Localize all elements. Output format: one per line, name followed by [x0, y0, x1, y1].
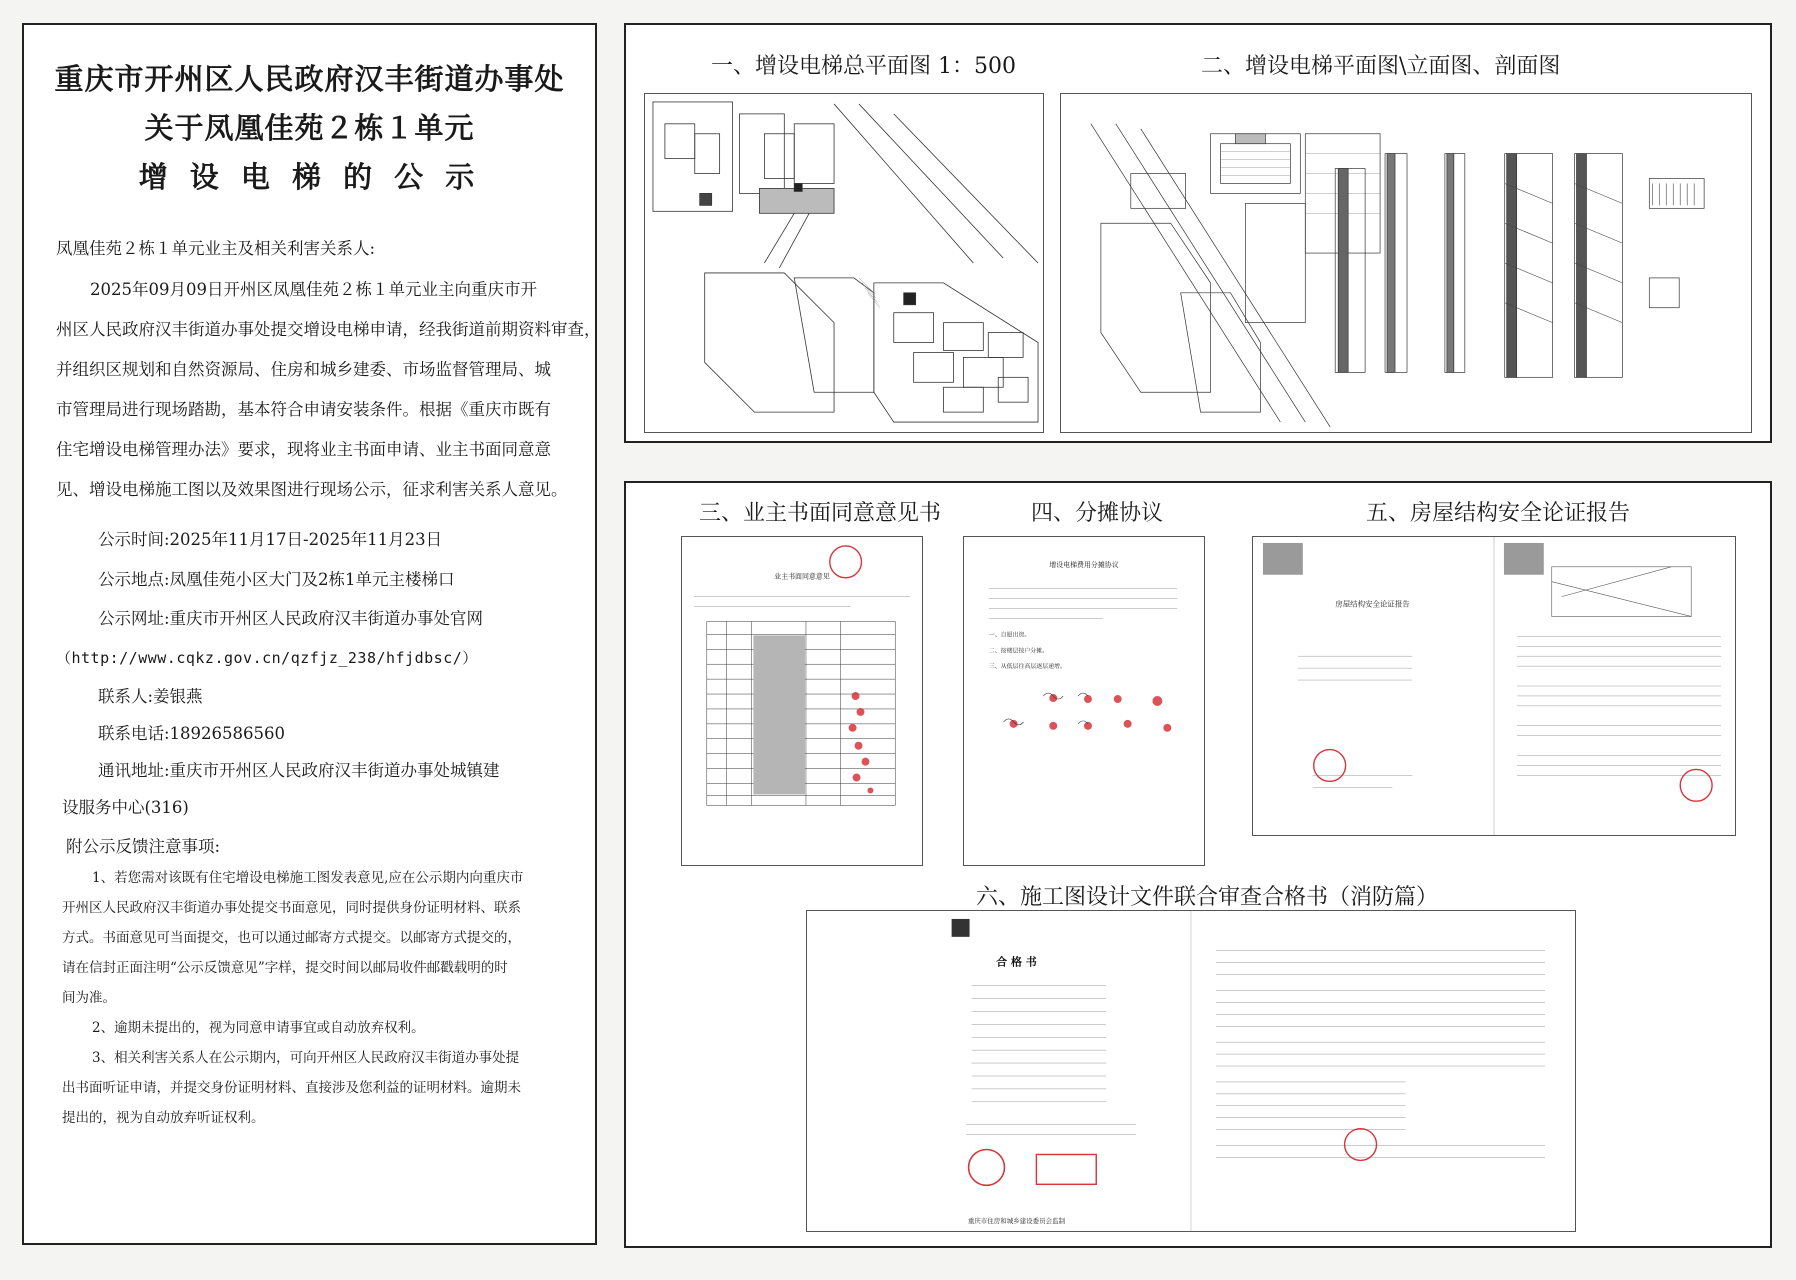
section-title-elevations: 二、增设电梯平面图\立面图、剖面图 — [1201, 54, 1561, 79]
drawings-panel — [624, 23, 1772, 443]
feedback-line: 2、逾期未提出的，视为同意申请事宜或自动放弃权利。 — [92, 1020, 425, 1036]
notice-body-line: 2025年09月09日开州区凤凰佳苑２栋１单元业主向重庆市开 — [90, 280, 537, 299]
notice-website: 公示网址:重庆市开州区人民政府汉丰街道办事处官网 — [98, 609, 484, 628]
notice-body-line: 见、增设电梯施工图以及效果图进行现场公示，征求利害关系人意见。 — [56, 480, 568, 499]
feedback-line: 开州区人民政府汉丰街道办事处提交书面意见，同时提供身份证明材料、联系 — [62, 900, 521, 916]
notice-title-line-3: 增 设 电 梯 的 公 示 — [138, 160, 481, 194]
agreement-item: 一、自愿出资。 — [988, 631, 1031, 639]
section-title-consent: 三、业主书面同意意见书 — [699, 501, 942, 526]
feedback-line: 方式。书面意见可当面提交，也可以通过邮寄方式提交。以邮寄方式提交的， — [62, 930, 521, 946]
safety-report-heading: 房屋结构安全论证报告 — [1335, 599, 1410, 609]
agreement-item: 二、按楼层按户分摊。 — [988, 647, 1049, 655]
notice-place: 公示地点:凤凰佳苑小区大门及2栋1单元主楼梯口 — [98, 570, 455, 589]
feedback-line: 3、相关利害关系人在公示期内，可向开州区人民政府汉丰街道办事处提 — [92, 1050, 520, 1066]
site-plan-drawing — [644, 93, 1044, 433]
section-title-safety-report: 五、房屋结构安全论证报告 — [1366, 501, 1631, 526]
agreement-heading: 增设电梯费用分摊协议 — [1049, 560, 1119, 569]
notice-salutation: 凤凰佳苑２栋１单元业主及相关利害关系人: — [56, 239, 376, 258]
agreement-item: 三、从低层往高层逐层递增。 — [988, 663, 1066, 671]
feedback-title: 附公示反馈注意事项: — [66, 837, 221, 856]
certificate-heading: 合 格 书 — [996, 955, 1037, 969]
notice-address: 通讯地址:重庆市开州区人民政府汉丰街道办事处城镇建 — [98, 761, 500, 780]
section-title-agreement: 四、分摊协议 — [1031, 501, 1164, 526]
documents-panel — [624, 481, 1772, 1248]
cost-agreement-doc — [963, 536, 1205, 866]
feedback-line: 出书面听证申请，并提交身份证明材料、直接涉及您利益的证明材料。逾期未 — [62, 1080, 521, 1096]
review-certificate-doc — [806, 910, 1576, 1232]
certificate-footer: 重庆市住房和城乡建设委员会监制 — [967, 1217, 1066, 1226]
safety-report-doc — [1252, 536, 1736, 836]
consent-form-heading: 业主书面同意意见 — [774, 572, 830, 581]
notice-body-line: 州区人民政府汉丰街道办事处提交增设电梯申请，经我街道前期资料审查， — [56, 320, 601, 339]
consent-form-doc — [681, 536, 923, 866]
notice-body-line: 市管理局进行现场踏勘，基本符合申请安装条件。根据《重庆市既有 — [56, 400, 551, 419]
feedback-line: 间为准。 — [62, 990, 116, 1006]
notice-contact: 联系人:姜银燕 — [98, 687, 203, 706]
notice-title-line-2: 关于凤凰佳苑２栋１单元 — [144, 111, 475, 145]
notice-phone: 联系电话:18926586560 — [98, 724, 286, 743]
notice-body-line: 并组织区规划和自然资源局、住房和城乡建委、市场监督管理局、城 — [56, 360, 551, 379]
notice-time: 公示时间:2025年11月17日-2025年11月23日 — [98, 530, 443, 549]
notice-url: （http://www.cqkz.gov.cn/qzfjz_238/hfjdbsc/） — [56, 649, 478, 667]
notice-address-cont: 设服务中心(316) — [62, 798, 189, 817]
feedback-line: 1、若您需对该既有住宅增设电梯施工图发表意见,应在公示期内向重庆市 — [92, 870, 524, 886]
feedback-line: 请在信封正面注明“公示反馈意见”字样，提交时间以邮局收件邮戳载明的时 — [62, 960, 508, 976]
section-title-site-plan: 一、增设电梯总平面图 1：500 — [711, 54, 1016, 79]
elevation-drawings — [1060, 93, 1752, 433]
notice-title-line-1: 重庆市开州区人民政府汉丰街道办事处 — [54, 62, 565, 96]
feedback-line: 提出的，视为自动放弃听证权利。 — [62, 1110, 265, 1126]
notice-panel — [22, 23, 601, 1245]
section-title-certificate: 六、施工图设计文件联合审查合格书（消防篇） — [976, 885, 1439, 910]
notice-body-line: 住宅增设电梯管理办法》要求，现将业主书面申请、业主书面同意意 — [56, 440, 551, 459]
